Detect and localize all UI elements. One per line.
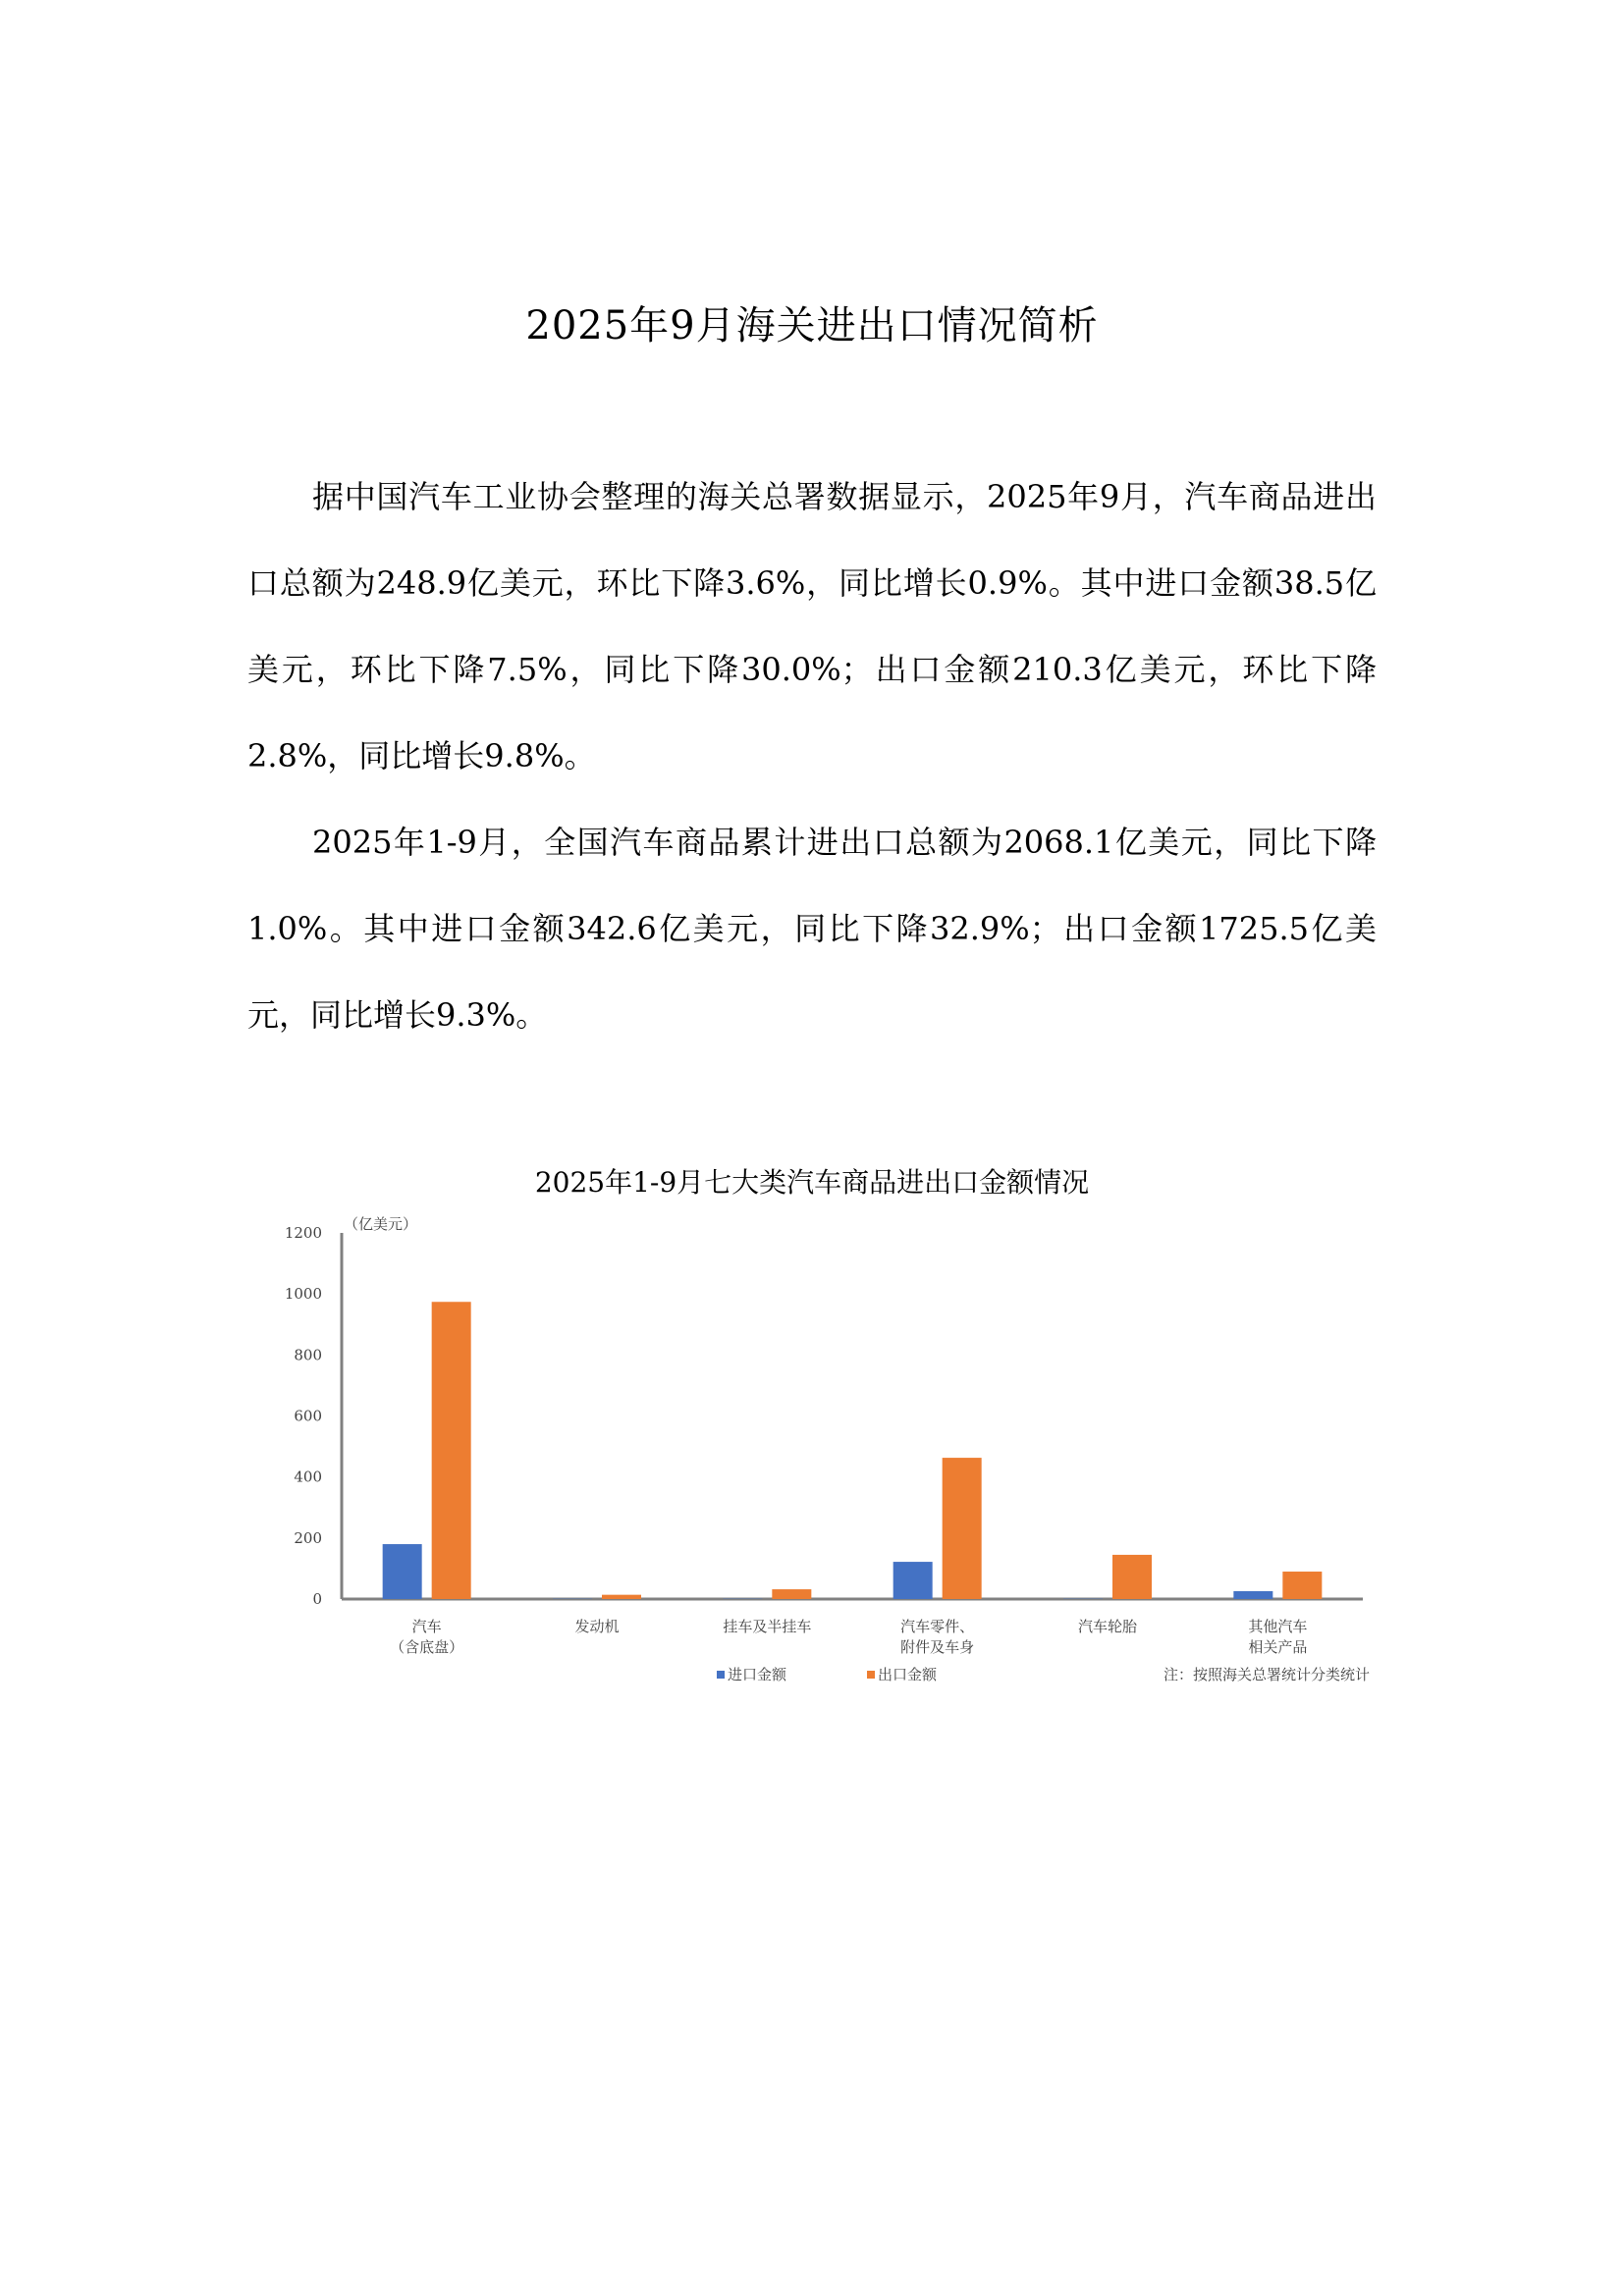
import-bar [893,1562,933,1599]
y-tick-label: 200 [294,1528,322,1547]
import-bar [383,1544,422,1599]
x-category-label: 汽车 [411,1618,442,1635]
y-tick-label: 1000 [284,1285,322,1304]
y-tick-label: 400 [294,1468,322,1486]
y-tick-label: 600 [294,1407,322,1425]
legend-swatch-export [867,1671,875,1679]
import-bar [1233,1591,1272,1599]
y-tick-label: 0 [312,1590,322,1608]
export-bar [1112,1555,1152,1599]
export-bar [772,1589,811,1599]
x-category-label: 汽车轮胎 [1077,1618,1138,1635]
legend-swatch-import [717,1671,725,1679]
export-bar [943,1458,982,1599]
x-category-label: 其他汽车 [1248,1618,1308,1635]
export-bar [602,1595,641,1599]
export-bar [432,1302,471,1599]
y-tick-label: 1200 [284,1224,322,1242]
paragraph-september: 据中国汽车工业协会整理的海关总署数据显示，2025年9月，汽车商品进出口总额为248.9亿美元，环比下降3.6%，同比增长0.9%。其中进口金额38.5亿美元，环比下降7.5%，同比下降30.0%；出口金额210.3亿美元，环比下降2.8%，同比增长9.8%。 [247,478,1377,774]
y-tick-label: 800 [294,1346,322,1364]
document-title: 2025年9月海关进出口情况简析 [525,303,1099,348]
legend-label-export: 出口金额 [878,1666,938,1683]
chart-note: 注：按照海关总署统计分类统计 [1163,1666,1370,1683]
x-category-label: 挂车及半挂车 [723,1618,812,1635]
y-axis-unit-label: （亿美元） [344,1215,418,1233]
export-bar [1282,1572,1322,1599]
chart-title: 2025年1-9月七大类汽车商品进出口金额情况 [534,1166,1090,1199]
paragraph-jan-sep: 2025年1-9月，全国汽车商品累计进出口总额为2068.1亿美元，同比下降1.0%。其中进口金额342.6亿美元，同比下降32.9%；出口金额1725.5亿美元，同比增长9.3%。 [247,824,1377,1034]
x-category-label: 汽车零件、 [900,1618,975,1635]
x-category-label: 附件及车身 [900,1638,975,1656]
x-category-label: 发动机 [574,1618,620,1635]
x-category-label: 相关产品 [1248,1638,1308,1656]
x-category-label: （含底盘） [390,1638,464,1656]
legend-label-import: 进口金额 [728,1666,787,1683]
